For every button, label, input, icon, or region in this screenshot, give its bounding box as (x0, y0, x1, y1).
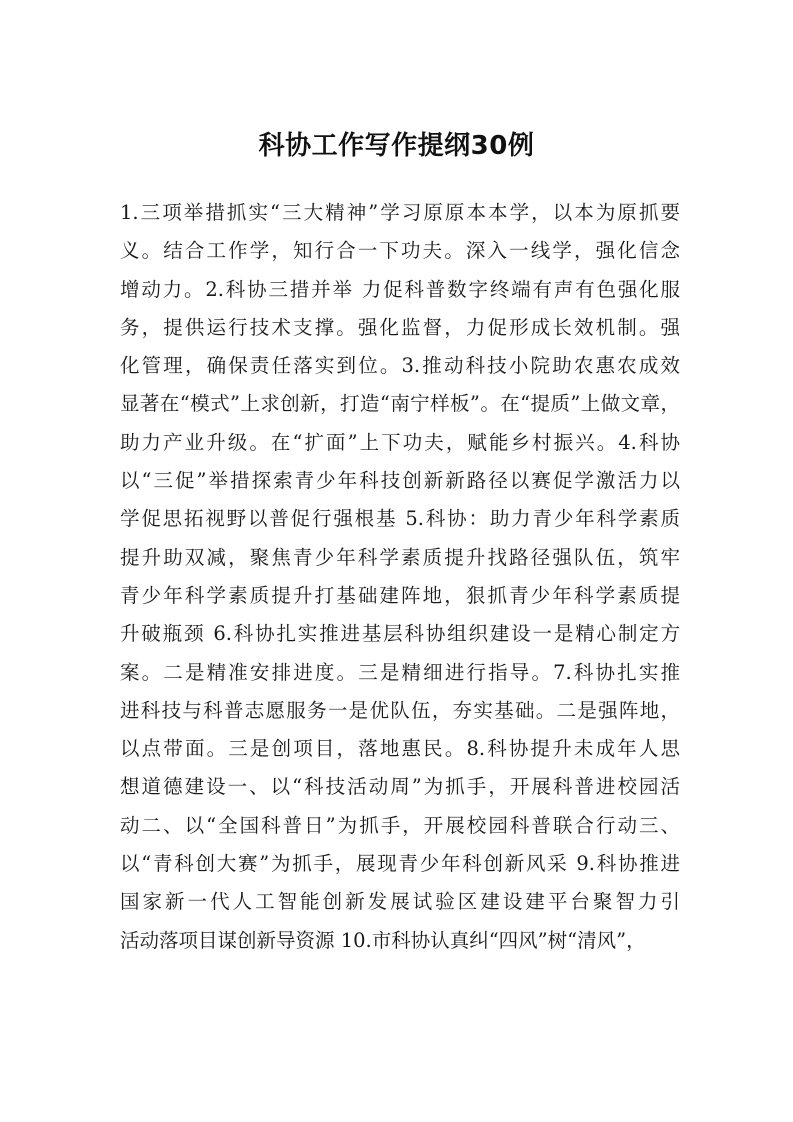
body-line: 动二、以“全国科普日”为抓手，开展校园科普联合行动三、 (120, 813, 680, 837)
document-body (120, 194, 680, 960)
body-line: 国家新一代人工智能创新发展试验区建设建平台聚智力引 (120, 890, 680, 914)
body-line: 以点带面。三是创项目，落地惠民。8.科协提升未成年人思 (120, 737, 680, 761)
body-line: 学促思拓视野以普促行强根基 5.科协：助力青少年科学素质 (120, 507, 680, 531)
body-line: 以“三促”举措探索青少年科技创新新路径以赛促学激活力以 (120, 469, 680, 493)
body-line: 显著在“模式”上求创新，打造“南宁样板”。在“提质”上做文章， (120, 392, 680, 416)
body-line: 提升助双减，聚焦青少年科学素质提升找路径强队伍，筑牢 (120, 545, 680, 569)
body-line: 想道德建设一、以“科技活动周”为抓手，开展科普进校园活 (120, 775, 680, 799)
body-line: 1.三项举措抓实“三大精神”学习原原本本学，以本为原抓要 (120, 201, 680, 224)
body-line: 助力产业升级。在“扩面”上下功夫，赋能乡村振兴。4.科协 (120, 430, 680, 454)
body-line: 以“青科创大赛”为抓手，展现青少年科创新风采 9.科协推进 (120, 852, 680, 876)
body-line: 义。结合工作学，知行合一下功夫。深入一线学，强化信念 (120, 239, 680, 263)
body-line: 活动落项目谋创新导资源 10.市科协认真纠“四风”树“清风”， (120, 928, 646, 952)
body-line: 青少年科学素质提升打基础建阵地，狠抓青少年科学素质提 (120, 583, 680, 607)
body-line: 务，提供运行技术支撑。强化监督，力促形成长效机制。强 (120, 315, 680, 339)
body-line: 升破瓶颈 6.科协扎实推进基层科协组织建设一是精心制定方 (120, 622, 680, 646)
body-line: 增动力。2.科协三措并举 力促科普数字终端有声有色强化服 (120, 277, 680, 301)
body-line: 化管理，确保责任落实到位。3.推动科技小院助农惠农成效 (120, 354, 680, 378)
body-line: 进科技与科普志愿服务一是优队伍，夯实基础。二是强阵地， (120, 698, 680, 722)
document-title: 科协工作写作提纲30例 (258, 131, 535, 161)
body-line: 案。二是精准安排进度。三是精细进行指导。7.科协扎实推 (120, 660, 680, 684)
